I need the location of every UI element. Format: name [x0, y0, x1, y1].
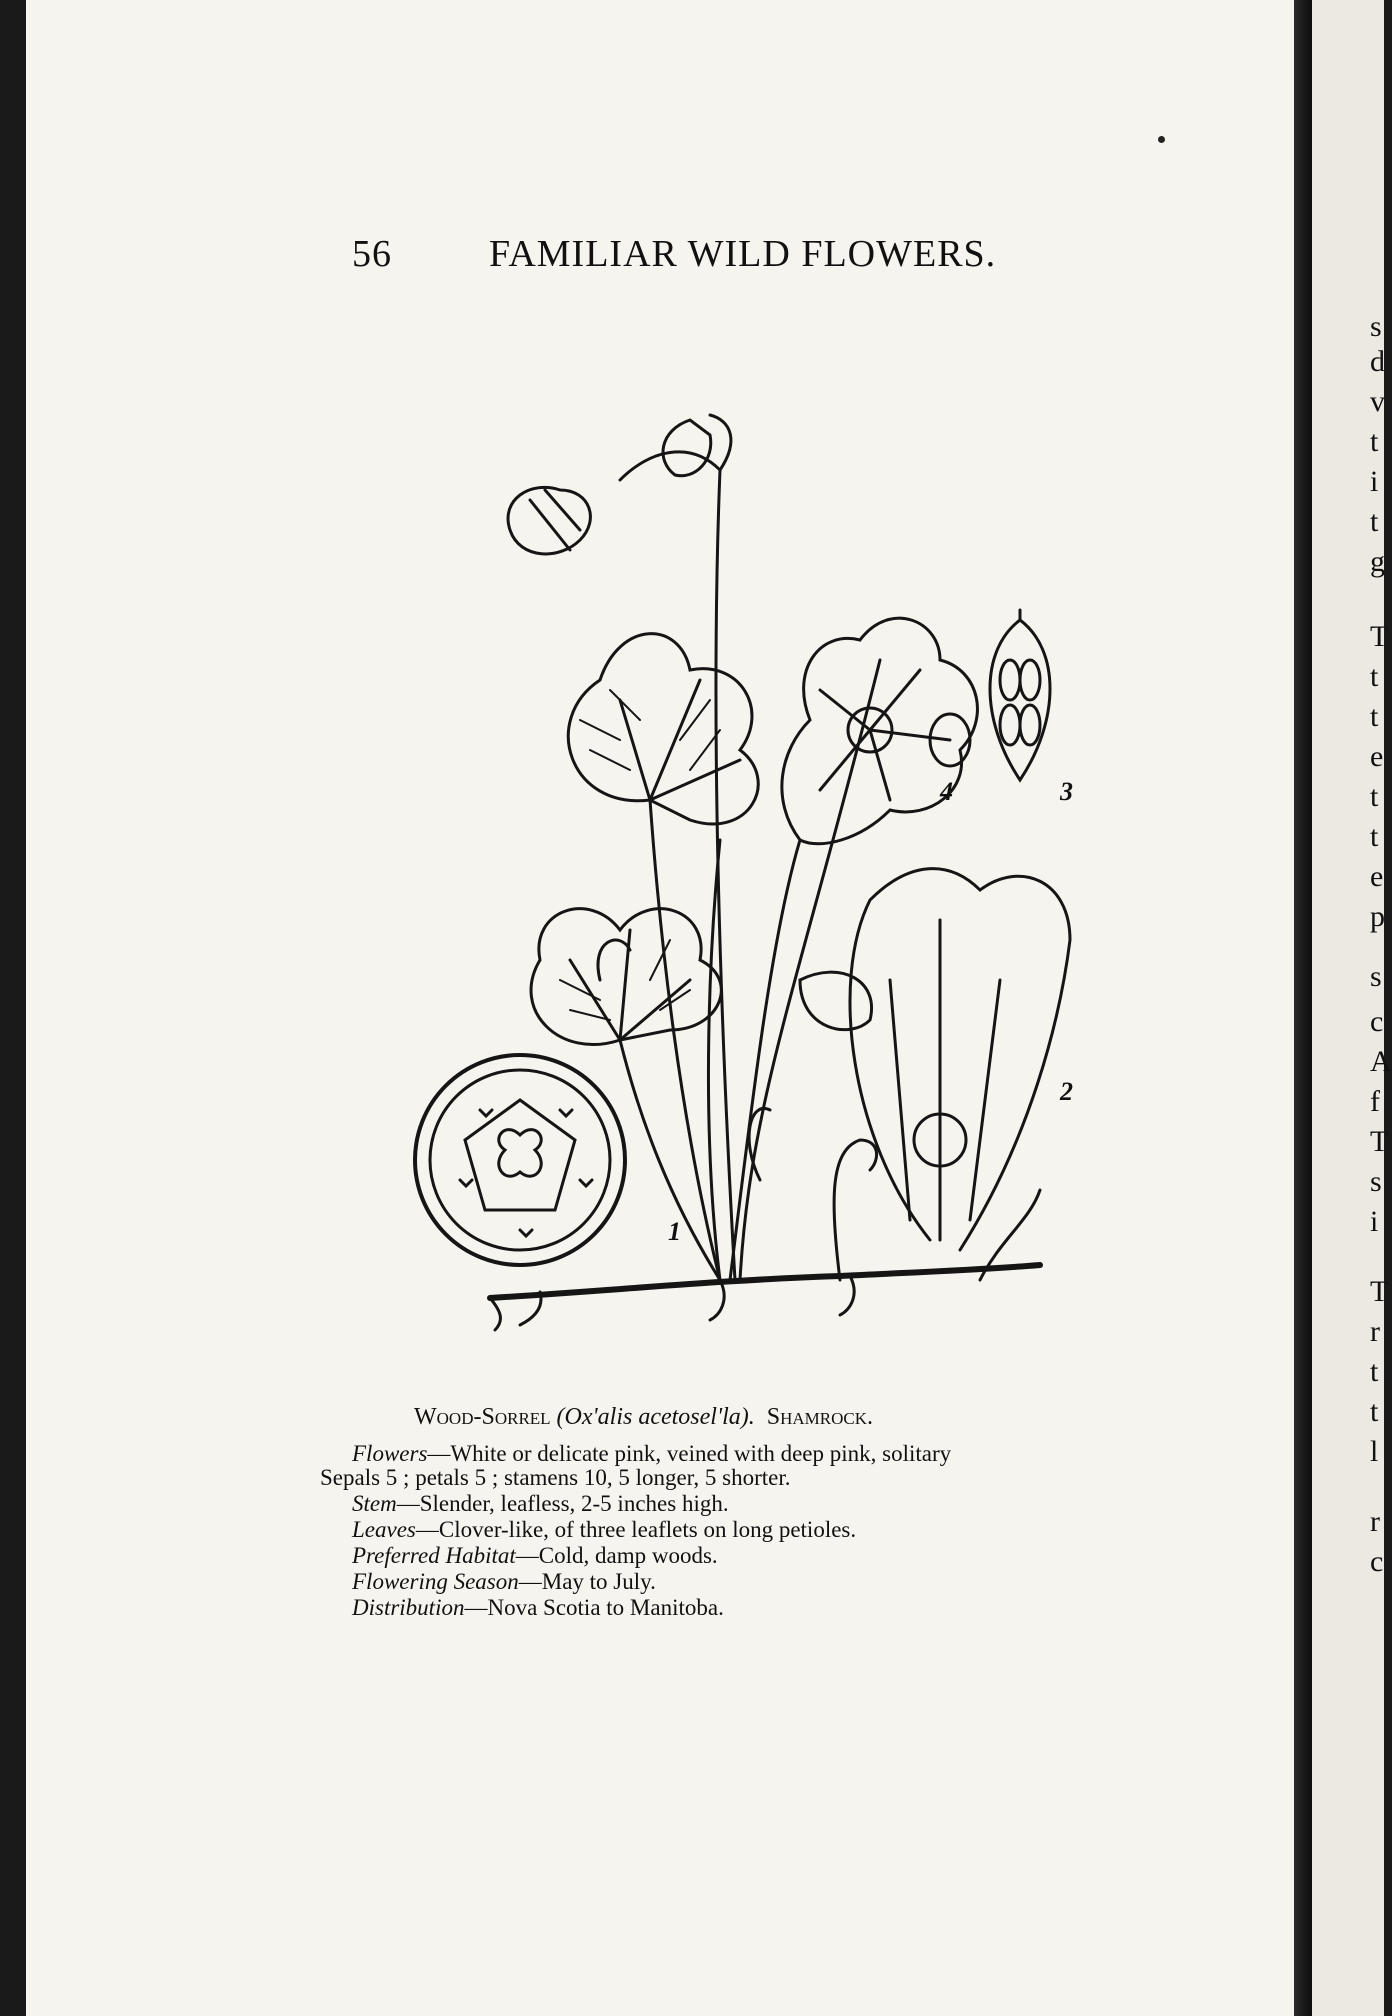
caption-season — [352, 1570, 656, 1594]
sepals-text: Sepals 5 ; petals 5 ; stamens 10, 5 longer, 5 shorter. — [320, 1465, 791, 1490]
latin-name: (Ox'alis acetosel'la). — [556, 1404, 755, 1430]
adjacent-page-letter: p — [1370, 900, 1385, 933]
adjacent-page-edge — [1312, 0, 1392, 2016]
adjacent-page-letter: t — [1370, 505, 1379, 538]
adjacent-page-letter: s — [1370, 310, 1382, 343]
adjacent-page-letter: r — [1370, 1315, 1380, 1348]
adjacent-page-letter: r — [1370, 1505, 1380, 1538]
ink-speck — [1158, 136, 1165, 143]
adjacent-page-letter: t — [1370, 1395, 1379, 1428]
adjacent-page-letter: T — [1370, 1275, 1389, 1308]
stem-label: Stem — [352, 1491, 397, 1516]
adjacent-page-letter: s — [1370, 960, 1382, 993]
caption-title — [414, 1404, 873, 1431]
stem-text: —Slender, leafless, 2-5 inches high. — [396, 1491, 729, 1516]
adjacent-page-letter: i — [1370, 1205, 1379, 1238]
adjacent-page-letter: v — [1370, 385, 1385, 418]
figure-label-1: 1 — [668, 1217, 681, 1246]
season-text: —May to July. — [518, 1569, 656, 1594]
adjacent-page-letter: T — [1370, 1125, 1389, 1158]
adjacent-page-letter: t — [1370, 1355, 1379, 1388]
adjacent-page-letter: e — [1370, 860, 1384, 893]
caption-sepals — [320, 1466, 791, 1490]
caption-habitat — [352, 1544, 718, 1568]
adjacent-page-letter: T — [1370, 620, 1389, 653]
caption-stem — [352, 1492, 729, 1516]
habitat-text: —Cold, damp woods. — [515, 1543, 718, 1568]
adjacent-page-letter: d — [1370, 345, 1385, 378]
adjacent-page-letter: A — [1370, 1045, 1392, 1078]
distribution-text: —Nova Scotia to Manitoba. — [464, 1595, 724, 1620]
caption-flowers — [352, 1442, 951, 1466]
adjacent-page-letter: g — [1370, 545, 1385, 578]
adjacent-page-letter: c — [1370, 1005, 1384, 1038]
adjacent-page-letter: t — [1370, 425, 1379, 458]
adjacent-page-letter: l — [1370, 1435, 1379, 1468]
leaves-text: —Clover-like, of three leaflets on long petioles. — [415, 1517, 857, 1542]
adjacent-page-letter: c — [1370, 1545, 1384, 1578]
adjacent-page-letter: e — [1370, 740, 1384, 773]
common-name: Shamrock. — [766, 1404, 874, 1430]
season-label: Flowering Season — [352, 1569, 519, 1594]
adjacent-page-letter: t — [1370, 820, 1379, 853]
habitat-label: Preferred Habitat — [352, 1543, 516, 1568]
adjacent-page-letter: t — [1370, 700, 1379, 733]
caption-leaves — [352, 1518, 856, 1542]
figure-label-4: 4 — [940, 777, 953, 806]
adjacent-page-letter: i — [1370, 465, 1379, 498]
running-title: FAMILIAR WILD FLOWERS. — [489, 233, 997, 275]
page-number: 56 — [352, 233, 392, 275]
leaves-label: Leaves — [352, 1517, 416, 1542]
figure-label-2: 2 — [1060, 1077, 1073, 1106]
adjacent-page-letter: s — [1370, 1165, 1382, 1198]
adjacent-page-letter: f — [1370, 1085, 1380, 1118]
distribution-label: Distribution — [352, 1595, 465, 1620]
book-gutter — [1294, 0, 1312, 2016]
wood-sorrel-illustration — [420, 420, 1080, 1330]
figure-label-3: 3 — [1060, 777, 1073, 806]
page-header — [352, 228, 1112, 278]
flowers-text: —White or delicate pink, veined with deep pink, solitary — [427, 1441, 952, 1466]
adjacent-page-letter: t — [1370, 660, 1379, 693]
plant-name: Wood-Sorrel — [414, 1404, 551, 1430]
caption-distribution — [352, 1596, 724, 1620]
adjacent-page-letter: t — [1370, 780, 1379, 813]
flowers-label: Flowers — [352, 1441, 428, 1466]
